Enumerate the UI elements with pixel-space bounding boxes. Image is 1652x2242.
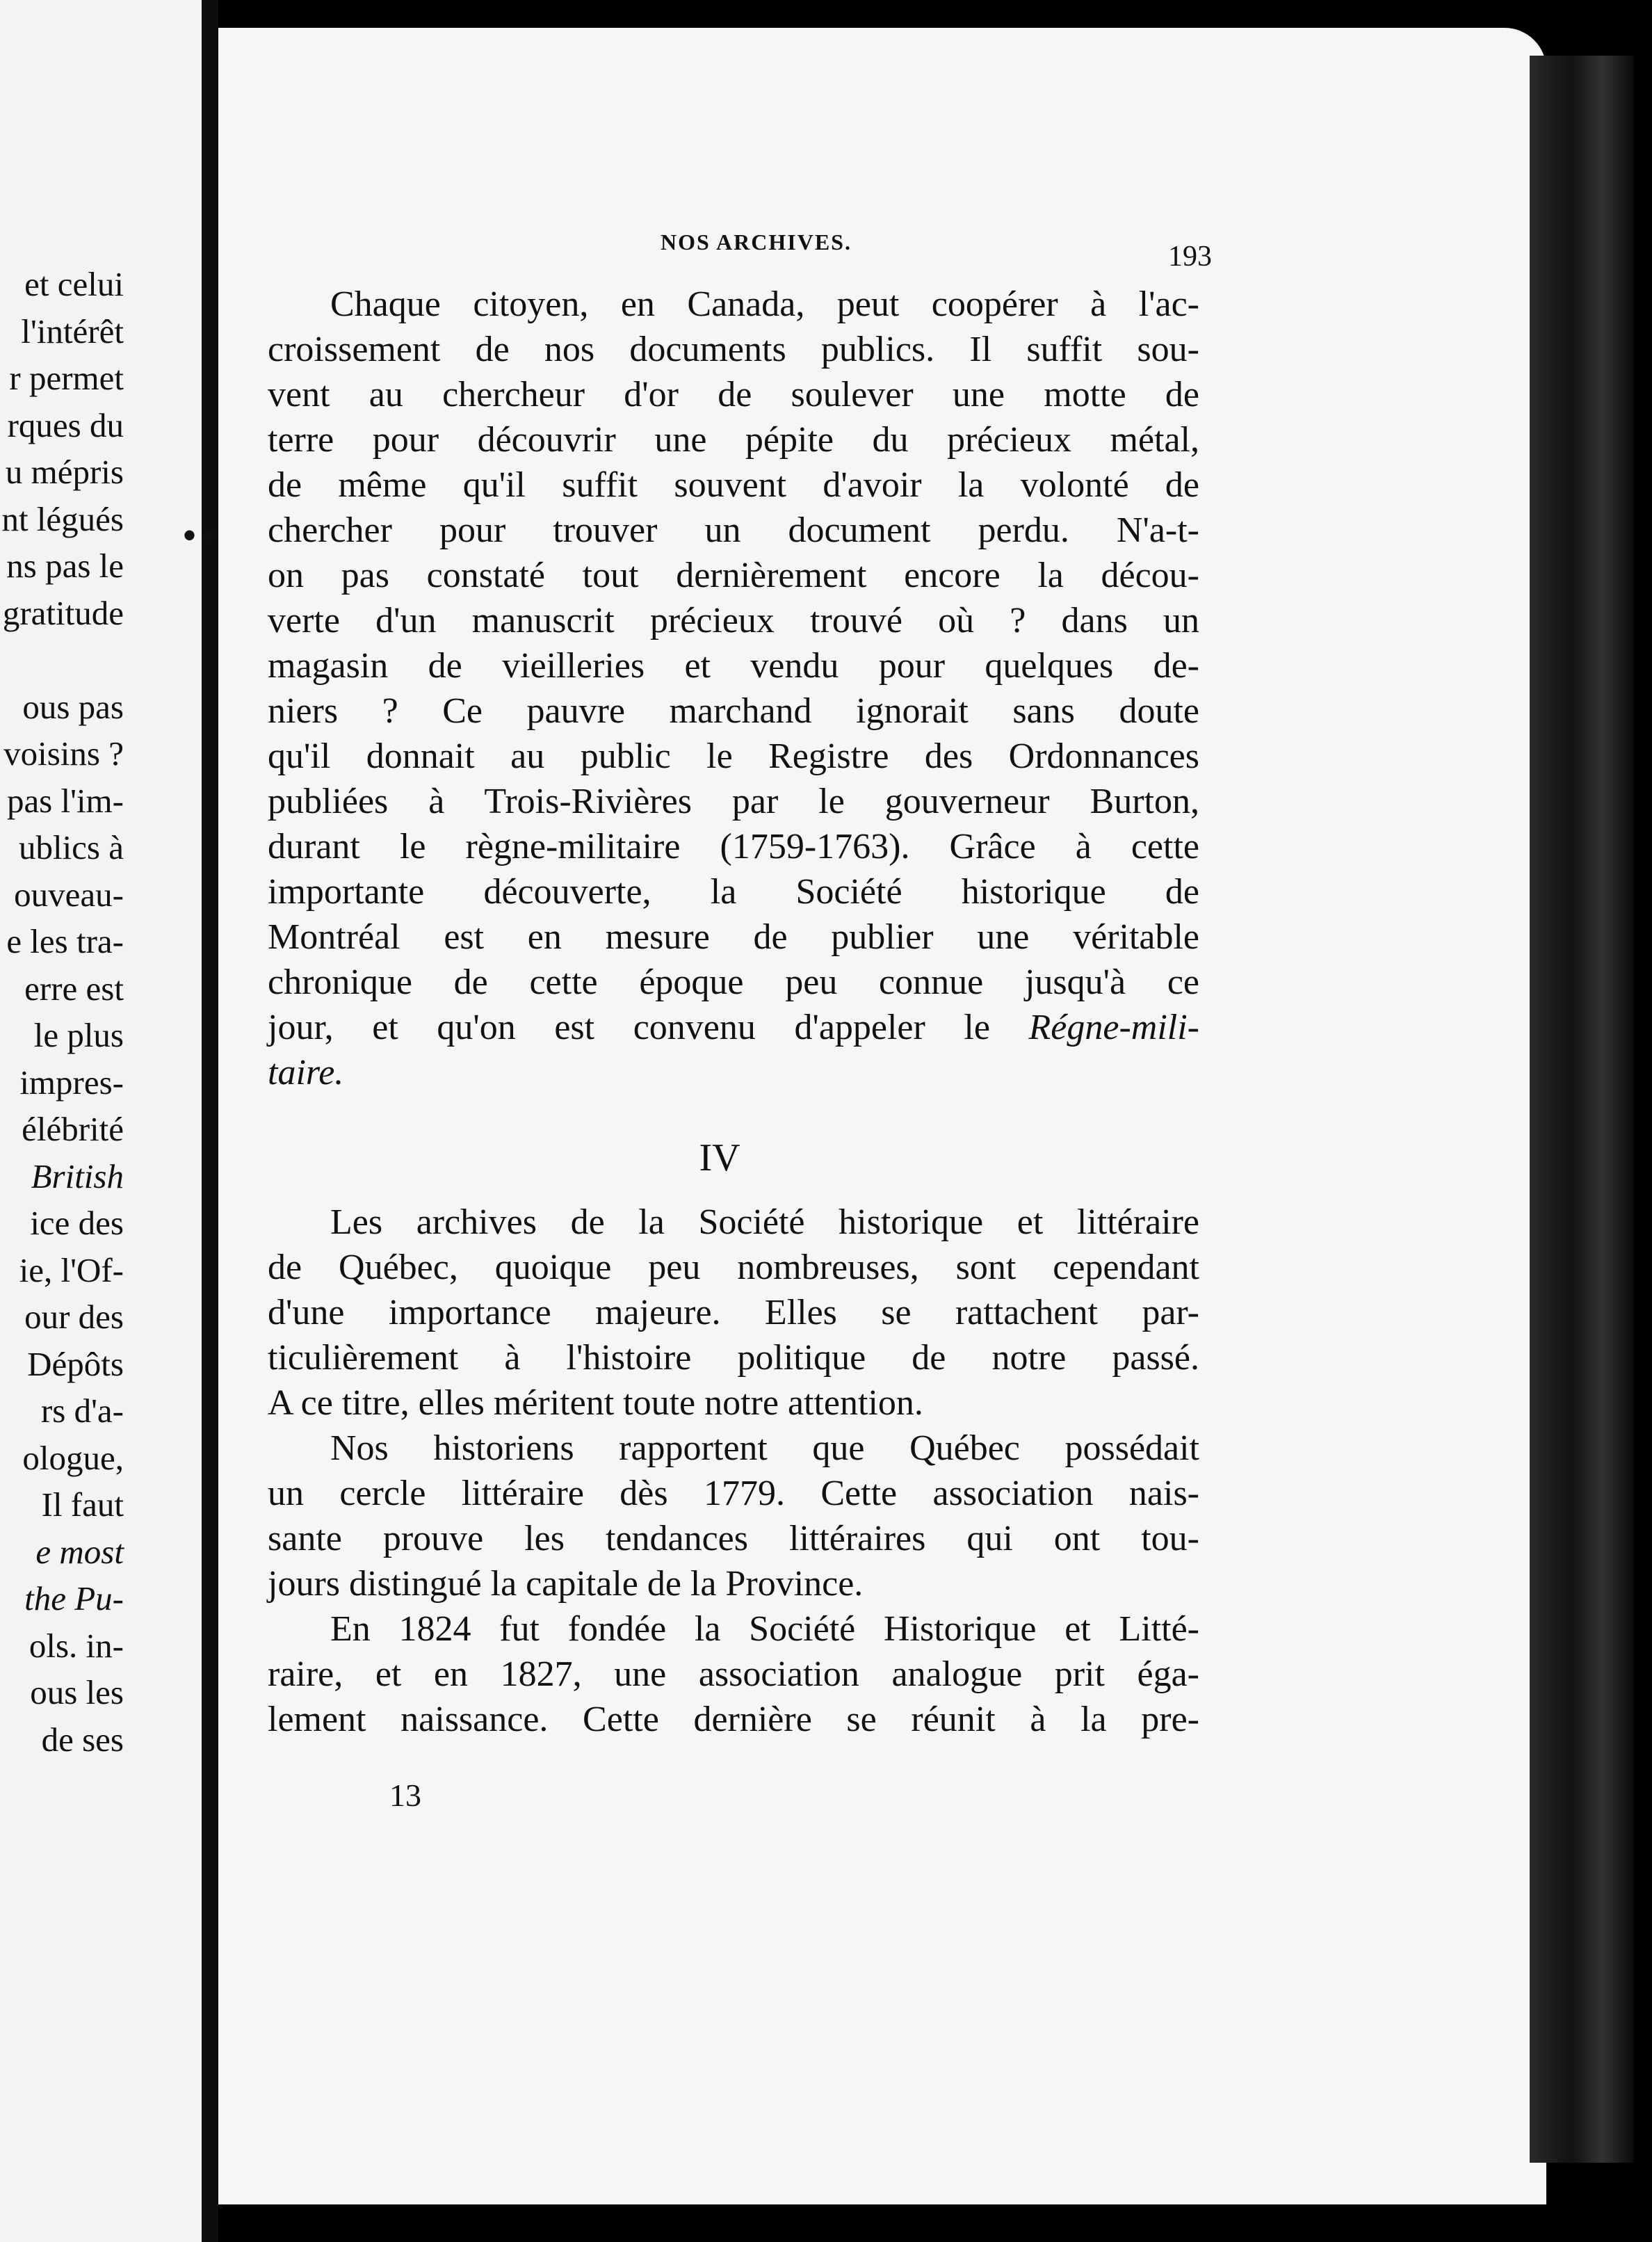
text-line: lement naissance. Cette dernière se réunit à la pre- [268, 1700, 1199, 1739]
facing-page-lines [0, 261, 202, 1763]
facing-line: ns pas le [6, 547, 124, 585]
facing-line: ouveau- [14, 875, 124, 914]
text-line: Chaque citoyen, en Canada, peut coopérer à l'ac- [330, 284, 1199, 324]
facing-line: rques du [7, 405, 124, 444]
text-line: croissement de nos documents publics. Il suffit sou- [268, 330, 1199, 369]
text-line: importante découverte, la Société historique de [268, 872, 1199, 912]
text-line: publiées à Trois-Rivières par le gouverneur Burton, [268, 782, 1199, 821]
body-text [268, 282, 1199, 1742]
text-line: A ce titre, elles méritent toute notre attention. [268, 1383, 923, 1423]
gutter-dots: • • [182, 513, 216, 558]
facing-line: the Pu- [24, 1579, 124, 1618]
text-line: jour, et qu'on est convenu d'appeler le [268, 1008, 990, 1047]
text-line: chronique de cette époque peu connue jusqu'à ce [268, 962, 1199, 1002]
facing-line: Il faut [41, 1485, 124, 1524]
text-line: vent au chercheur d'or de soulever une motte de [268, 375, 1199, 414]
facing-line: our des [24, 1298, 124, 1336]
signature-mark: 13 [389, 1777, 421, 1813]
text-line: un cercle littéraire dès 1779. Cette association nais- [268, 1474, 1199, 1513]
facing-line: r permet [9, 359, 124, 397]
text-line: Les archives de la Société historique et littéraire [330, 1202, 1199, 1242]
running-head: NOS ARCHIVES. [661, 229, 852, 255]
page-number: 193 [1168, 241, 1212, 273]
facing-line [0, 636, 202, 684]
facing-line: e les tra- [6, 922, 124, 960]
text-line: d'une importance majeure. Elles se rattachent par- [268, 1293, 1199, 1332]
italic-term: taire. [268, 1053, 344, 1092]
facing-line: gratitude [2, 593, 124, 632]
italic-term: Régne-mili- [1028, 1008, 1199, 1047]
text-line: terre pour découvrir une pépite du précieux métal, [268, 420, 1199, 460]
text-line: Nos historiens rapportent que Québec possédait [330, 1428, 1199, 1468]
facing-line: et celui [24, 265, 124, 303]
facing-line: impres- [19, 1063, 124, 1102]
facing-line: nt légués [1, 499, 124, 538]
text-line: magasin de vieilleries et vendu pour quelques de- [268, 646, 1199, 686]
facing-line: e most [35, 1532, 124, 1571]
text-line: niers ? Ce pauvre marchand ignorait sans doute [268, 691, 1199, 731]
text-line: sante prouve les tendances littéraires qui ont tou- [268, 1519, 1199, 1558]
facing-line: ublics à [18, 828, 124, 866]
facing-line: l'intérêt [21, 312, 124, 350]
facing-line: erre est [24, 969, 124, 1008]
text-line-with-italic [268, 1005, 1199, 1050]
facing-line: ous pas [22, 687, 124, 726]
facing-line: voisins ? [3, 734, 124, 773]
text-line: de Québec, quoique peu nombreuses, sont cependant [268, 1248, 1199, 1287]
text-line: de même qu'il suffit souvent d'avoir la volonté de [268, 465, 1199, 505]
text-line: En 1824 fut fondée la Société Historique et Litté- [330, 1609, 1199, 1649]
facing-line: Dépôts [27, 1344, 124, 1383]
facing-line: rs d'a- [40, 1392, 124, 1430]
text-line: ticulièrement à l'histoire politique de notre passé. [268, 1338, 1199, 1378]
facing-line: ols. in- [29, 1626, 124, 1665]
facing-line: le plus [33, 1016, 124, 1054]
text-line: durant le règne-militaire (1759-1763). Grâce à cette [268, 827, 1199, 866]
section-heading: IV [699, 1136, 740, 1179]
text-line: on pas constaté tout dernièrement encore la décou- [268, 556, 1199, 595]
facing-page-fragment [0, 0, 202, 2242]
text-line: chercher pour trouver un document perdu. N'a-t- [268, 510, 1199, 550]
book-gutter [202, 0, 218, 2242]
facing-line: ice des [30, 1204, 124, 1242]
text-line: qu'il donnait au public le Registre des Ordonnances [268, 736, 1199, 776]
text-line: Montréal est en mesure de publier une véritable [268, 917, 1199, 957]
page-edges [1530, 56, 1634, 2163]
facing-line: ologue, [22, 1438, 124, 1477]
facing-line: ie, l'Of- [19, 1250, 124, 1289]
facing-line: British [31, 1156, 124, 1195]
facing-line: pas l'im- [6, 781, 124, 820]
facing-line: u mépris [5, 453, 124, 491]
facing-line: de ses [41, 1720, 124, 1759]
text-line: jours distingué la capitale de la Province. [268, 1564, 864, 1604]
text-line: verte d'un manuscrit précieux trouvé où ? dans un [268, 601, 1199, 640]
text-line: raire, et en 1827, une association analogue prit éga- [268, 1654, 1199, 1694]
facing-line: ous les [30, 1673, 124, 1711]
facing-line: élébrité [22, 1110, 124, 1148]
